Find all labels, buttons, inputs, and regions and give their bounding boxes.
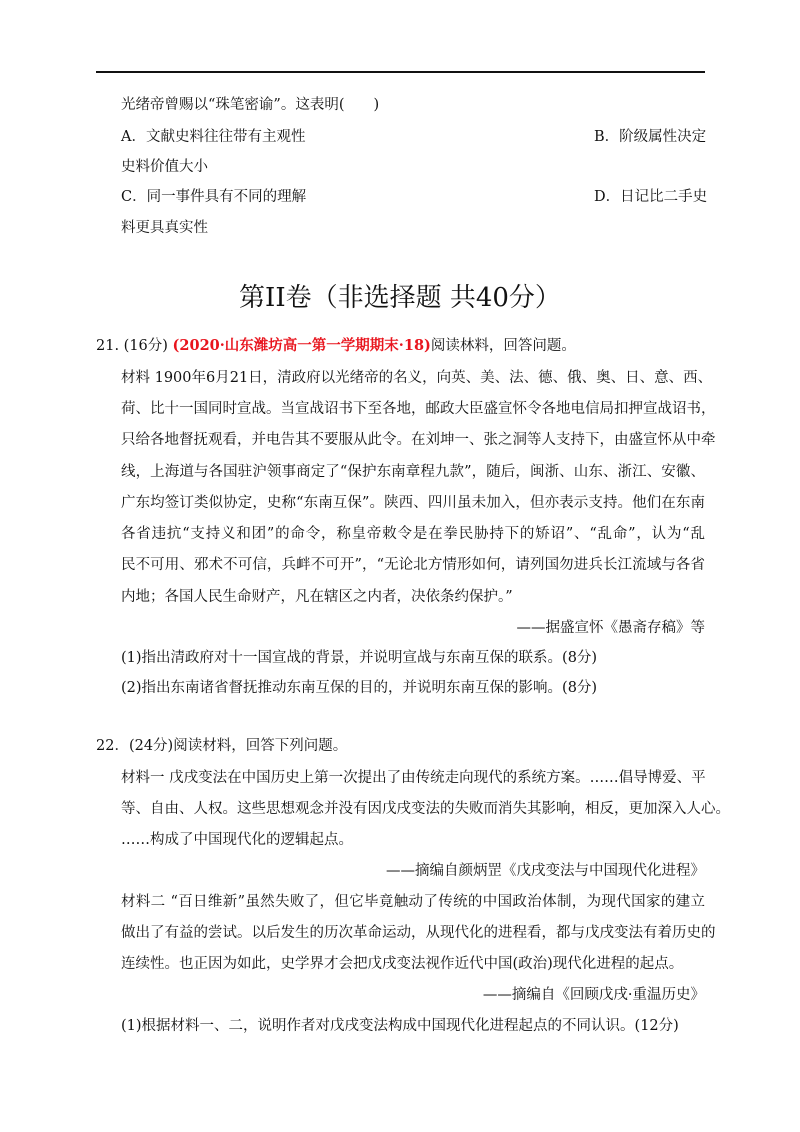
q22-material2-line: 连续性。也正因为如此，史学界才会把戊戌变法视作近代中国(政治)现代化进程的起点。 [121, 956, 684, 972]
q21-header [96, 336, 576, 356]
q21-prompt: 阅读林料，回答问题。 [430, 338, 576, 354]
q22-material1-line: 等、自由、人权。这些思想观念并没有因戊戌变法的失败而消失其影响，相反，更加深入人心。 [121, 801, 730, 817]
q21-material-line: 广东均签订类似协定，史称“东南互保”。陕西、四川虽未加入，但亦表示支持。他们在东南 [121, 495, 705, 511]
q22-material2-line: 材料二 “百日维新”虽然失败了，但它毕竟触动了传统的中国政治体制，为现代国家的建立 [121, 894, 705, 910]
q21-material-line: 荷、比十一国同时宣战。当宣战诏书下至各地，邮政大臣盛宣怀令各地电信局扣押宣战诏书， [121, 401, 716, 417]
q20-option-b-head: B．阶级属性决定 [594, 129, 707, 145]
q22-material1-line: ……构成了中国现代化的逻辑起点。 [121, 832, 353, 848]
q20-option-b-tail: 史料价值大小 [121, 159, 208, 175]
q21-material-line: 各省违抗“支持义和团”的命令，称皇帝敕令是在拳民胁持下的矫诏”、“乱命”，认为“乱 [121, 526, 705, 542]
q22-subquestion-1: (1)根据材料一、二，说明作者对戊戌变法构成中国现代化进程起点的不同认识。(12分) [121, 1018, 679, 1034]
q21-number: 21. (16分) [96, 338, 173, 354]
q22-header: 22．(24分)阅读材料，回答下列问题。 [96, 738, 348, 754]
q20-stem-tail: 光绪帝曾赐以“珠笔密谕”。这表明( ) [121, 97, 380, 113]
q22-citation-2: ——摘编自《回顾戊戌·重温历史》 [482, 987, 705, 1003]
q21-material-line: 民不可用、邪术不可信，兵衅不可开”，“无论北方情形如何，请列国勿进兵长江流域与各省 [121, 557, 705, 573]
q21-material-line: 只给各地督抚观看，并电告其不要服从此令。在刘坤一、张之洞等人支持下，由盛宣怀从中牵 [121, 432, 716, 448]
q21-subquestion-1: (1)指出清政府对十一国宣战的背景，并说明宣战与东南互保的联系。(8分) [121, 650, 598, 666]
section-title: 第II卷（非选择题 共40分） [239, 283, 561, 313]
q22-citation-1: ——摘编自颜炳罡《戊戌变法与中国现代化进程》 [386, 863, 705, 879]
q21-citation: ——据盛宣怀《愚斋存稿》等 [516, 620, 705, 636]
q21-material-line: 材料 1900年6月21日，清政府以光绪帝的名义，向英、美、法、德、俄、奥、日、意、西、 [121, 370, 713, 386]
q20-option-d-tail: 料更具真实性 [121, 220, 208, 236]
q21-subquestion-2: (2)指出东南诸省督抚推动东南互保的目的，并说明东南互保的影响。(8分) [121, 680, 598, 696]
q22-material1-line: 材料一 戊戌变法在中国历史上第一次提出了由传统走向现代的系统方案。……倡导博爱、平 [121, 770, 706, 786]
q20-option-a: A．文献史料往往带有主观性 [121, 129, 306, 145]
q21-source: (2020·山东潍坊高一第一学期期末·18) [172, 337, 431, 354]
q21-material-line: 线，上海道与各国驻沪领事商定了“保护东南章程九款”，随后，闽浙、山东、浙江、安徽、 [121, 464, 705, 480]
header-rule [96, 71, 705, 73]
q21-material-line: 内地；各国人民生命财产，凡在辖区之内者，决依条约保护。” [121, 589, 513, 605]
q20-option-c: C．同一事件具有不同的理解 [121, 189, 307, 205]
q20-option-d-head: D．日记比二手史 [594, 189, 708, 205]
q22-material2-line: 做出了有益的尝试。以后发生的历次革命运动，从现代化的进程看，都与戊戌变法有着历史的 [121, 925, 716, 941]
